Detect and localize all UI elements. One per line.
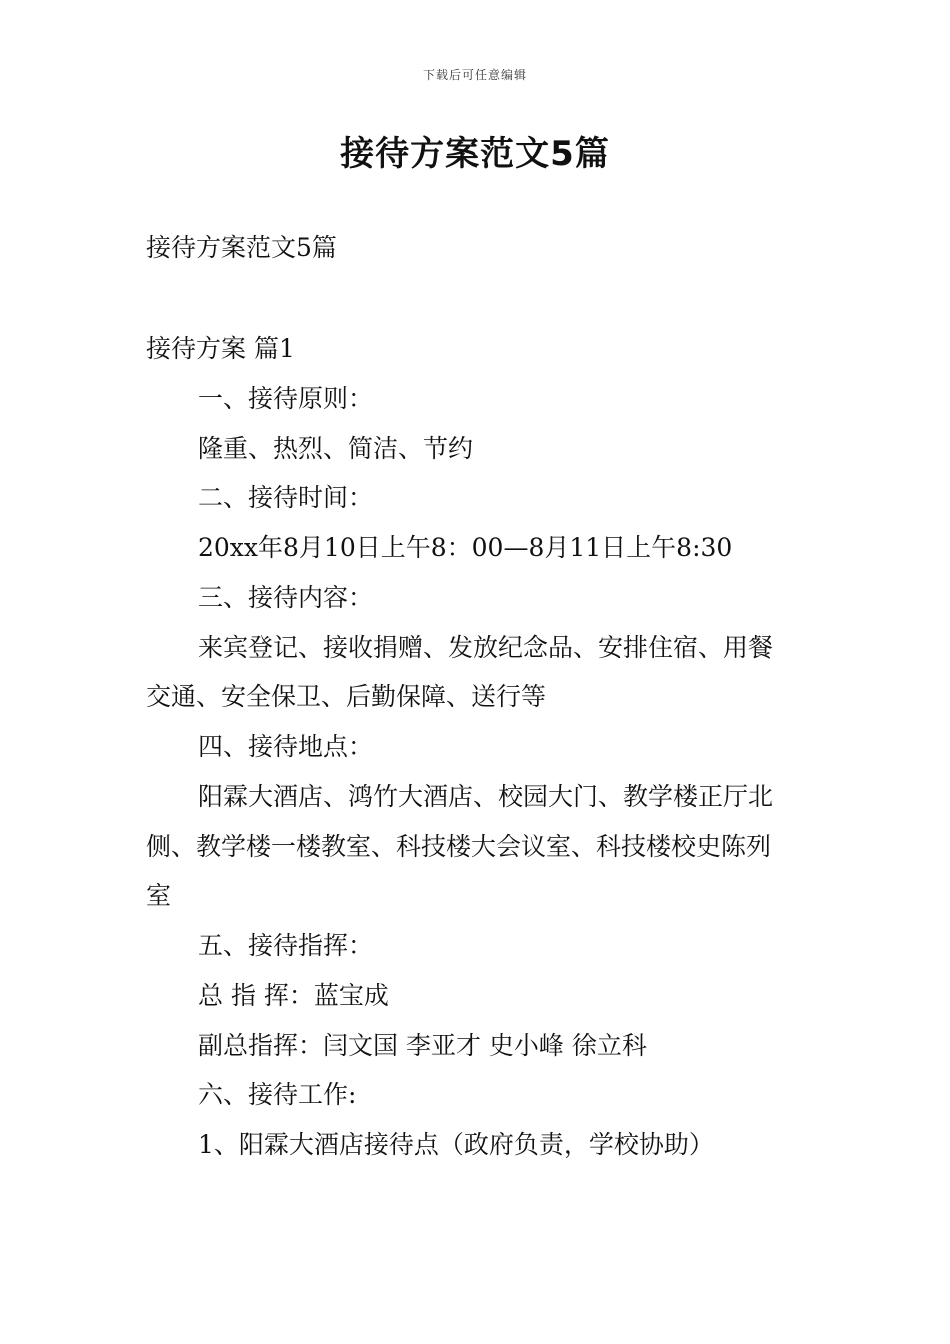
document-subtitle: 接待方案范文5篇 (146, 233, 337, 262)
time-heading: 二、接待时间： (198, 483, 374, 512)
deputy-commanders: 副总指挥：闫文国 李亚才 史小峰 徐立科 (198, 1031, 647, 1060)
work-item-1: 1、阳霖大酒店接待点（政府负责，学校协助） (198, 1130, 714, 1159)
location-line-3: 室 (146, 881, 172, 910)
location-heading: 四、接待地点： (198, 732, 374, 761)
command-heading: 五、接待指挥： (198, 931, 374, 960)
principle-heading: 一、接待原则： (198, 384, 374, 413)
content-heading: 三、接待内容： (198, 583, 374, 612)
time-text: 20xx年8月10日上午8：00—8月11日上午8:30 (198, 533, 733, 562)
content-line-2: 交通、安全保卫、后勤保障、送行等 (146, 682, 547, 711)
document-title: 接待方案范文5篇 (340, 134, 610, 174)
header-note: 下载后可任意编辑 (422, 68, 527, 82)
section-heading: 接待方案 篇1 (146, 334, 295, 363)
work-heading: 六、接待工作: (198, 1080, 357, 1109)
location-line-2: 侧、教学楼一楼教室、科技楼大会议室、科技楼校史陈列 (146, 832, 772, 861)
location-line-1: 阳霖大酒店、鸿竹大酒店、校园大门、教学楼正厅北 (198, 782, 774, 811)
content-line-1: 来宾登记、接收捐赠、发放纪念品、安排住宿、用餐 (198, 633, 774, 662)
principle-text: 隆重、热烈、简洁、节约 (198, 434, 474, 463)
chief-commander: 总 指 挥：蓝宝成 (198, 981, 389, 1010)
